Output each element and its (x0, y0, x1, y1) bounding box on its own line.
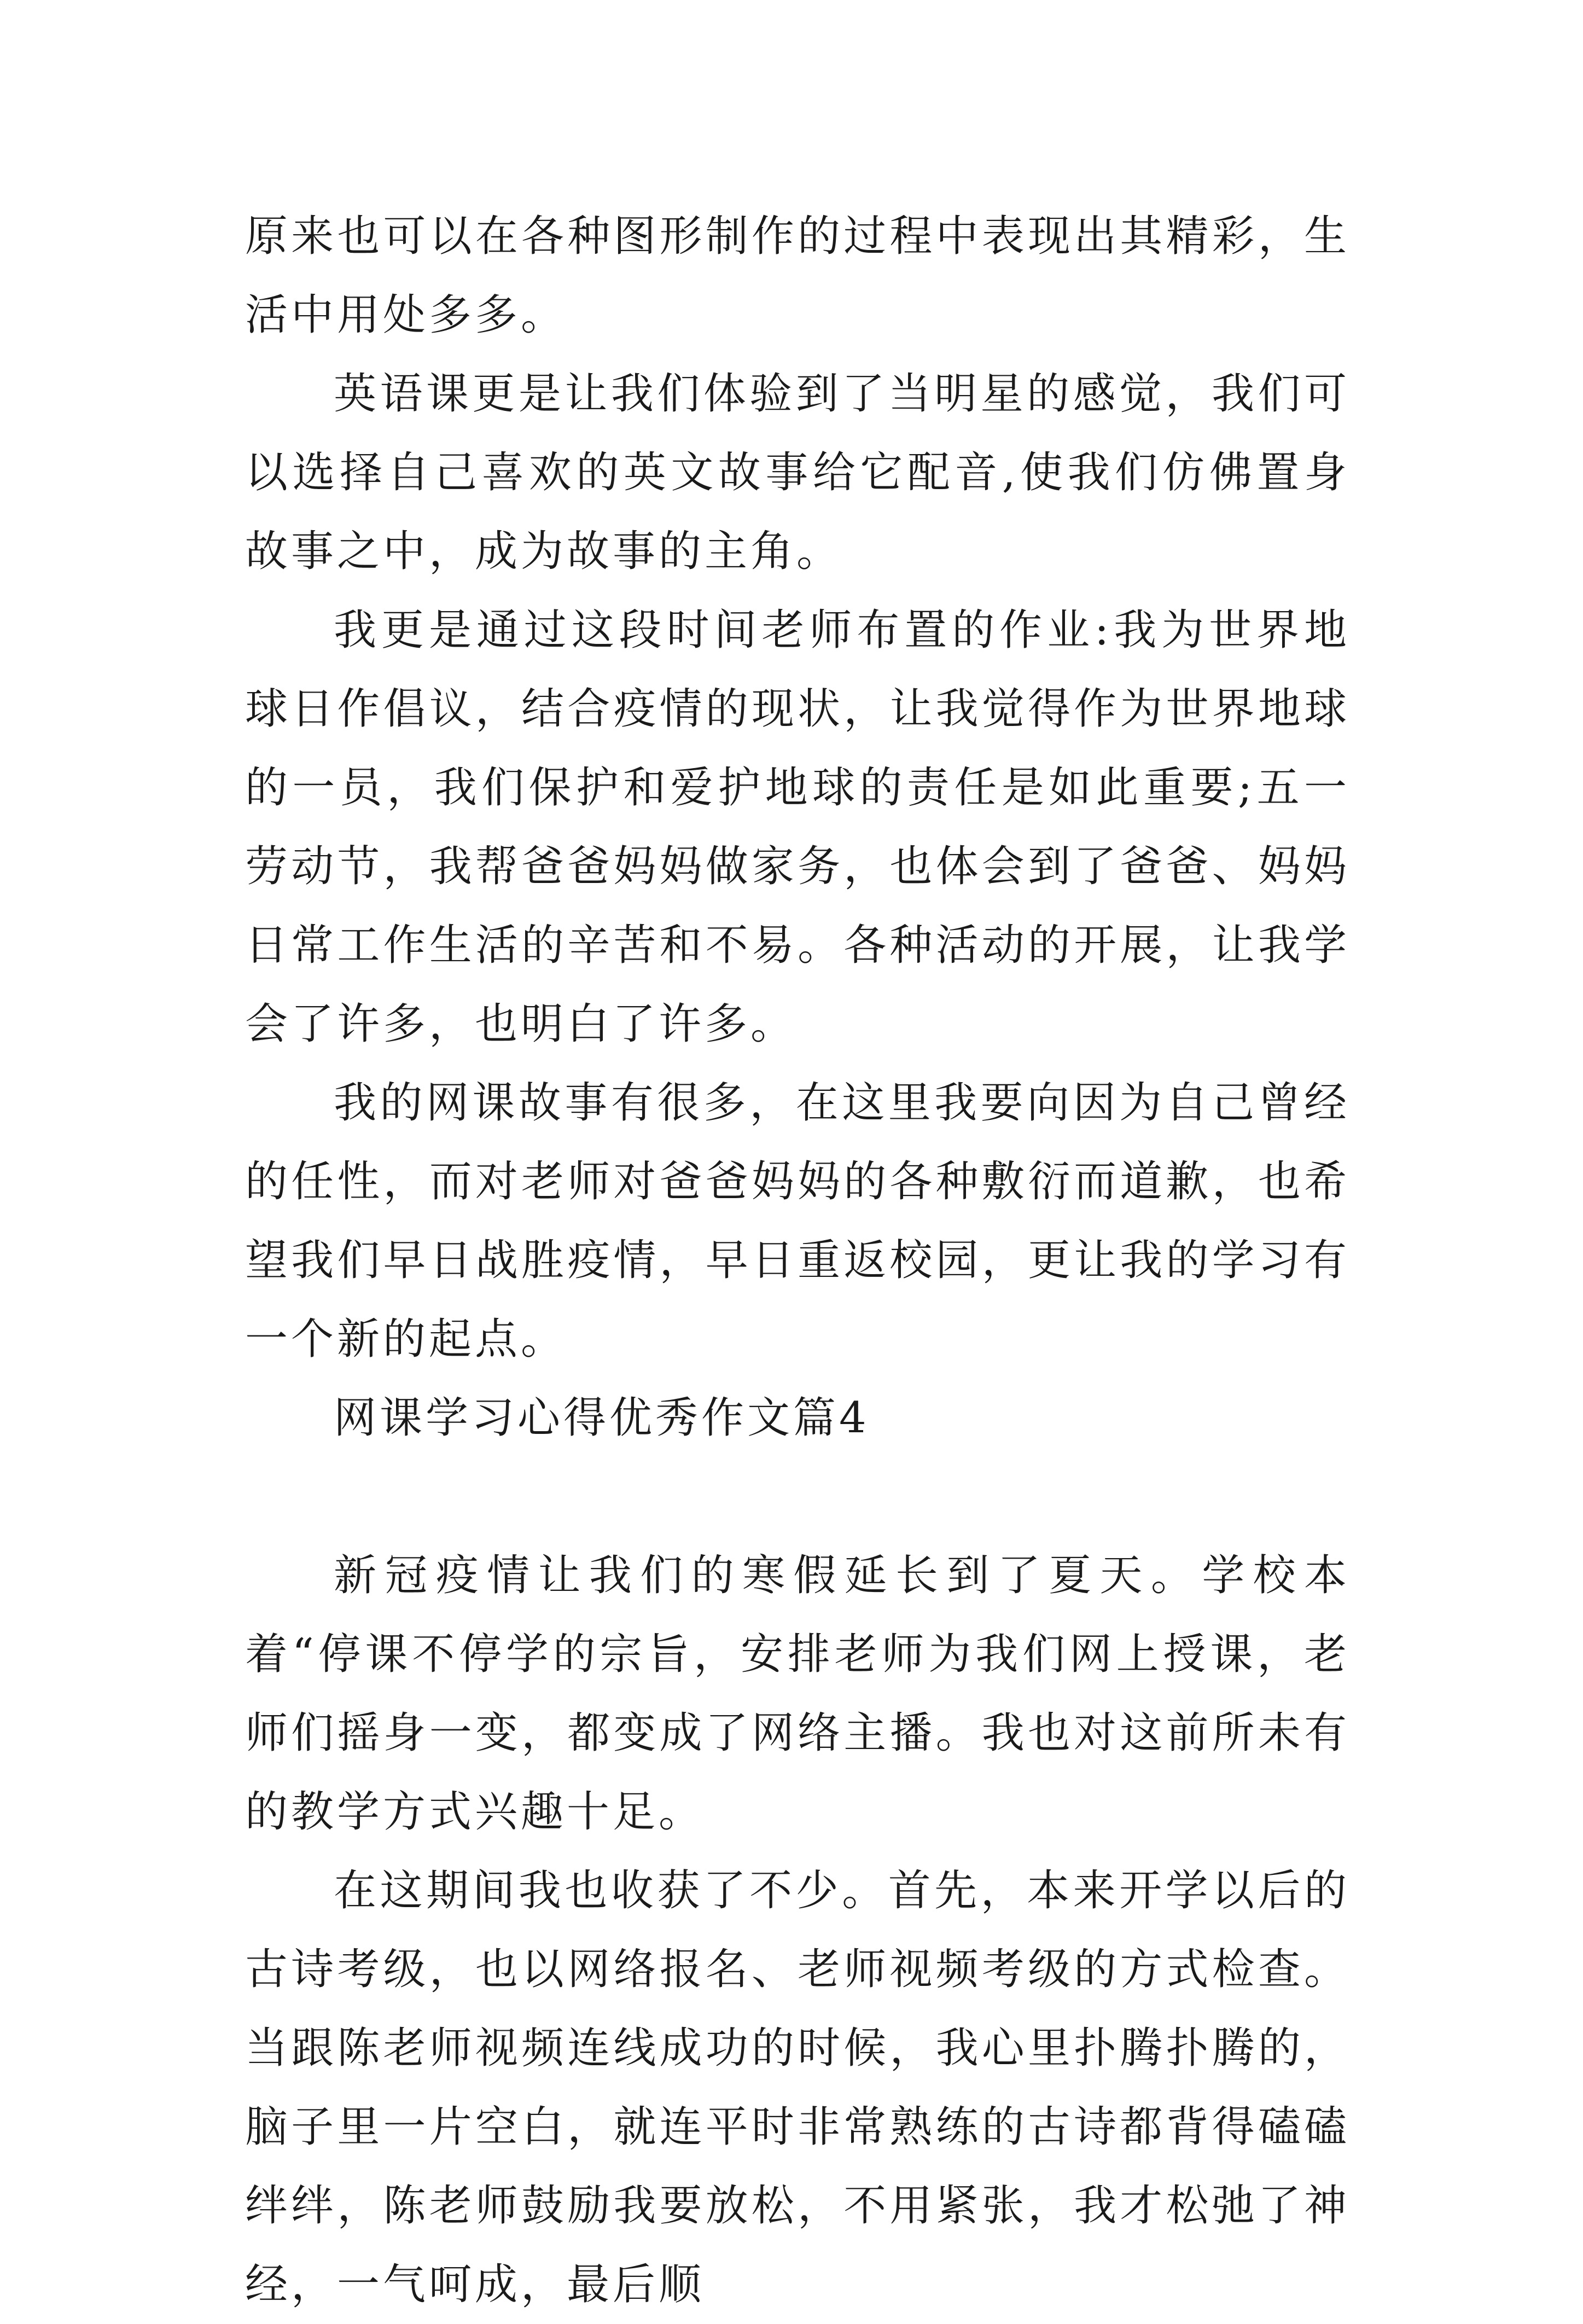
section-heading: 网课学习心得优秀作文篇4 (334, 1393, 870, 1443)
document-body (245, 197, 1350, 2324)
paragraph-online-teaching: 新冠疫情让我们的寒假延长到了夏天。学校本着“停课不停学的宗旨，安排老师为我们网上授课，老师们摇身一变，都变成了网络主播。我也对这前所未有的教学方式兴趣十足。 (245, 1551, 1350, 1837)
paragraph-apology: 我的网课故事有很多，在这里我要向因为自己曾经的任性，而对老师对爸爸妈妈的各种敷衍而道歉，也希望我们早日战胜疫情，早日重返校园，更让我的学习有一个新的起点。 (245, 1078, 1350, 1364)
paragraph-homework: 我更是通过这段时间老师布置的作业:我为世界地球日作倡议，结合疫情的现状，让我觉得作为世界地球的一员，我们保护和爱护地球的责任是如此重要;五一劳动节，我帮爸爸妈妈做家务，也体会到了爸爸、妈妈日常工作生活的辛苦和不易。各种活动的开展，让我学会了许多，也明白了许多。 (245, 606, 1350, 1049)
paragraph-poetry-exam: 在这期间我也收获了不少。首先，本来开学以后的古诗考级，也以网络报名、老师视频考级的方式检查。当跟陈老师视频连线成功的时候，我心里扑腾扑腾的，脑子里一片空白，就连平时非常熟练的古诗都背得磕磕绊绊，陈老师鼓励我要放松，不用紧张，我才松弛了神经，一气呵成，最后顺 (245, 1866, 1350, 2309)
paragraph-english-class: 英语课更是让我们体验到了当明星的感觉，我们可以选择自己喜欢的英文故事给它配音,使我们仿佛置身故事之中，成为故事的主角。 (245, 369, 1350, 576)
paragraph-continuation: 原来也可以在各种图形制作的过程中表现出其精彩，生活中用处多多。 (245, 212, 1350, 340)
section-spacer (245, 1457, 1350, 1536)
